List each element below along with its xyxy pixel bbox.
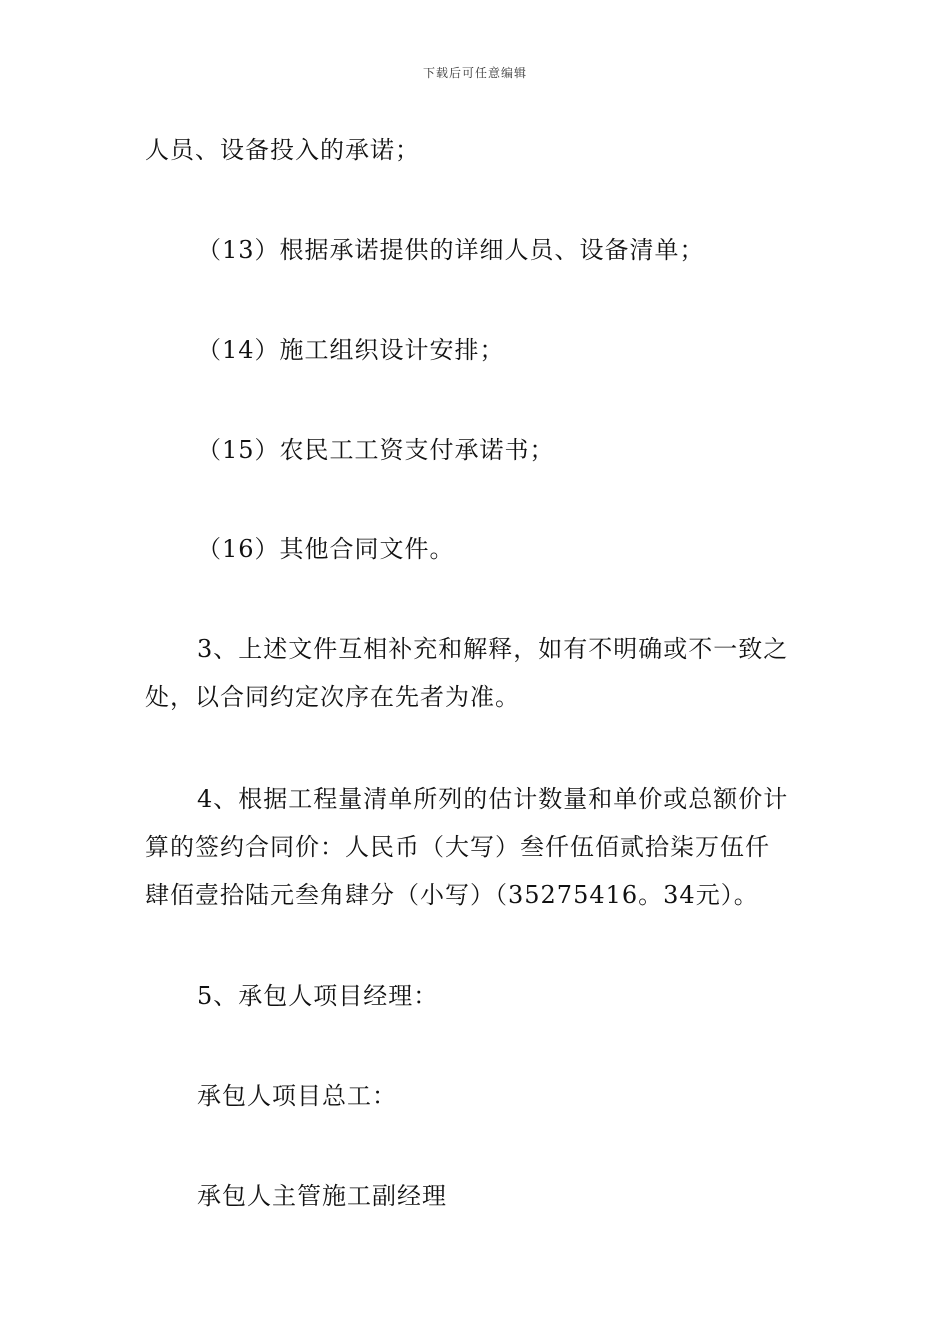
list-item-15: （15）农民工工资支付承诺书； [197, 436, 555, 464]
list-item-16: （16）其他合同文件。 [197, 535, 455, 563]
page-header-note: 下载后可任意编辑 [422, 66, 527, 80]
paragraph-6-chief-engineer: 承包人项目总工： [197, 1082, 397, 1110]
paragraph-7-deputy-manager: 承包人主管施工副经理 [197, 1182, 447, 1210]
paragraph-3-line-1: 3、上述文件互相补充和解释，如有不明确或不一致之 [197, 635, 789, 663]
list-item-14: （14）施工组织设计安排； [197, 336, 505, 364]
paragraph-3 [145, 625, 810, 721]
paragraph-3-line-2: 处，以合同约定次序在先者为准。 [145, 683, 520, 711]
paragraph-5-project-manager: 5、承包人项目经理： [197, 982, 439, 1010]
list-item-13: （13）根据承诺提供的详细人员、设备清单； [197, 236, 705, 264]
paragraph-4-line-1: 4、根据工程量清单所列的估计数量和单价或总额价计 [197, 785, 789, 813]
paragraph-4 [145, 775, 810, 919]
paragraph-continuation: 人员、设备投入的承诺； [145, 136, 420, 164]
paragraph-4-line-2: 算的签约合同价：人民币（大写）叁仟伍佰贰拾柒万伍仟 [145, 833, 770, 861]
paragraph-4-line-3: 肆佰壹拾陆元叁角肆分（小写）（35275416。34元）。 [145, 881, 759, 909]
